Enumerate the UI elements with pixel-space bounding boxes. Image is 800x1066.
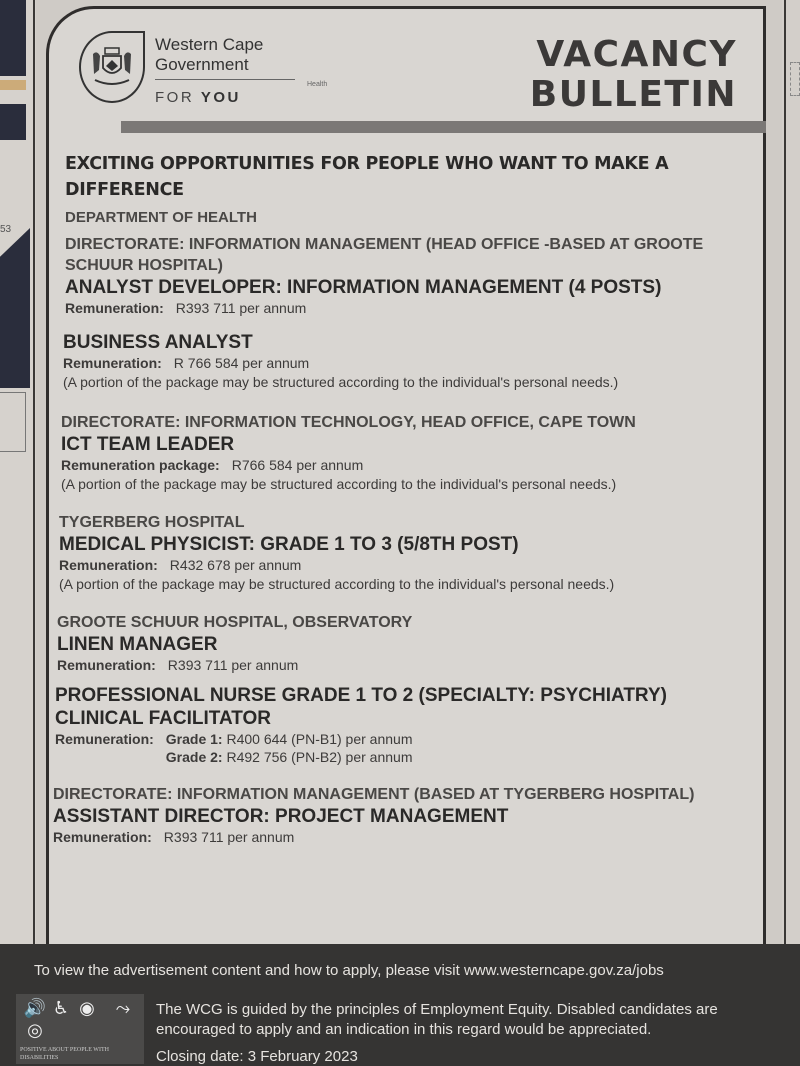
remuneration-value: R432 678 per annum — [169, 557, 302, 573]
coat-of-arms-logo — [79, 31, 145, 103]
employment-equity-statement: The WCG is guided by the principles of Employment Equity. Disabled candidates are encouraged to apply and an indication in this regard would be appreciated. — [156, 1001, 718, 1038]
remuneration-value: R393 711 per annum — [163, 829, 295, 845]
directorate-heading: DIRECTORATE: INFORMATION MANAGEMENT (HEAD OFFICE -BASED AT GROOTE SCHUUR HOSPITAL) — [65, 236, 704, 274]
directorate-heading: GROOTE SCHUUR HOSPITAL, OBSERVATORY — [57, 614, 413, 631]
adjacent-column-right — [782, 0, 800, 1066]
head-icon: ◎ — [27, 1020, 43, 1040]
slogan-for: FOR — [155, 89, 195, 106]
apply-instructions: To view the advertisement content and how to apply, please visit www.westerncape.gov.za/jobs — [34, 962, 664, 979]
header-divider-bar — [121, 121, 766, 133]
remuneration — [55, 730, 763, 766]
eye-icon: ◉ — [79, 998, 95, 1018]
post-title: ANALYST DEVELOPER: INFORMATION MANAGEMENT (4 POSTS) — [65, 277, 662, 298]
org-name — [155, 35, 263, 75]
remuneration-value: R393 711 per annum — [175, 300, 307, 316]
column-rule — [784, 0, 786, 1066]
remuneration — [63, 354, 763, 372]
adjacent-page-number: 53 — [0, 224, 12, 235]
post-title: BUSINESS ANALYST — [63, 332, 253, 353]
vacancy-entry — [63, 331, 763, 392]
directorate-heading: DIRECTORATE: INFORMATION TECHNOLOGY, HEAD OFFICE, CAPE TOWN — [61, 414, 636, 431]
slogan — [155, 89, 241, 106]
vacancy-entry — [55, 684, 763, 766]
adjacent-column-left — [0, 0, 36, 1066]
coat-of-arms-icon — [87, 42, 137, 92]
column-rule — [33, 0, 35, 1066]
title-line1: VACANCY — [536, 34, 737, 75]
adjacent-accent-strip — [0, 80, 26, 90]
remuneration-label: Remuneration: — [55, 731, 154, 747]
remuneration-label: Remuneration: — [65, 300, 164, 316]
remuneration — [59, 556, 763, 574]
slogan-you: YOU — [200, 89, 241, 106]
post-title: PROFESSIONAL NURSE GRADE 1 TO 2 (SPECIALTY: PSYCHIATRY) CLINICAL FACILITATOR — [55, 685, 667, 729]
remuneration — [65, 299, 763, 317]
adjacent-dark-block — [0, 0, 26, 76]
post-title: LINEN MANAGER — [57, 634, 218, 655]
disability-badge-label: POSITIVE ABOUT PEOPLE WITH DISABILITIES — [20, 1047, 109, 1061]
logo-divider — [155, 79, 295, 80]
grade-1-label: Grade 1: — [165, 731, 223, 747]
vacancy-entry — [65, 234, 763, 317]
package-note: (A portion of the package may be structured according to the individual's personal needs.) — [61, 476, 617, 492]
remuneration — [57, 656, 763, 674]
grade-1-value: R400 644 (PN-B1) per annum — [226, 731, 413, 747]
vacancy-advert — [46, 6, 766, 1066]
footer-banner — [0, 944, 800, 1066]
grade-1 — [166, 730, 413, 748]
adjacent-dotted-box — [790, 62, 800, 96]
speech-icon: 🔊 — [23, 998, 47, 1018]
org-name-line2: Government — [155, 55, 249, 74]
org-name-line1: Western Cape — [155, 35, 264, 54]
title-line2: BULLETIN — [529, 74, 737, 115]
remuneration-value: R766 584 per annum — [231, 457, 364, 473]
page-title — [530, 35, 737, 115]
adjacent-dark-banner — [0, 228, 30, 388]
grade-2 — [166, 748, 413, 766]
grade-list — [166, 730, 413, 766]
closing-date: Closing date: 3 February 2023 — [156, 1048, 358, 1065]
post-title: ASSISTANT DIRECTOR: PROJECT MANAGEMENT — [53, 806, 509, 827]
vacancy-entry — [59, 512, 763, 594]
disability-badge — [16, 994, 144, 1064]
vacancy-entry — [61, 412, 763, 494]
remuneration-label: Remuneration package: — [61, 457, 220, 473]
vacancy-entry — [53, 784, 763, 846]
wheelchair-icon: ♿ — [52, 998, 70, 1018]
hearing-icon: ⤳ — [115, 998, 131, 1018]
remuneration-value: R393 711 per annum — [167, 657, 299, 673]
post-title: ICT TEAM LEADER — [61, 434, 235, 455]
remuneration-label: Remuneration: — [63, 355, 162, 371]
vacancy-list — [53, 151, 763, 846]
adjacent-dark-block — [0, 104, 26, 140]
headline: EXCITING OPPORTUNITIES FOR PEOPLE WHO WANT TO MAKE A DIFFERENCE — [65, 154, 669, 200]
remuneration — [53, 828, 763, 846]
department-tag: Health — [307, 81, 328, 88]
post-title: MEDICAL PHYSICIST: GRADE 1 TO 3 (5/8TH POST) — [59, 534, 519, 555]
remuneration — [61, 456, 763, 474]
package-note: (A portion of the package may be structured according to the individual's personal needs.) — [63, 374, 619, 390]
directorate-heading: DIRECTORATE: INFORMATION MANAGEMENT (BASED AT TYGERBERG HOSPITAL) — [53, 786, 695, 803]
package-note: (A portion of the package may be structured according to the individual's personal needs.) — [59, 576, 615, 592]
remuneration-label: Remuneration: — [59, 557, 158, 573]
grade-2-value: R492 756 (PN-B2) per annum — [226, 749, 413, 765]
adjacent-box — [0, 392, 26, 452]
remuneration-label: Remuneration: — [53, 829, 152, 845]
remuneration-value: R 766 584 per annum — [173, 355, 310, 371]
department-heading: DEPARTMENT OF HEALTH — [65, 209, 257, 226]
remuneration-label: Remuneration: — [57, 657, 156, 673]
grade-2-label: Grade 2: — [165, 749, 223, 765]
directorate-heading: TYGERBERG HOSPITAL — [59, 514, 245, 531]
vacancy-entry — [57, 612, 763, 674]
